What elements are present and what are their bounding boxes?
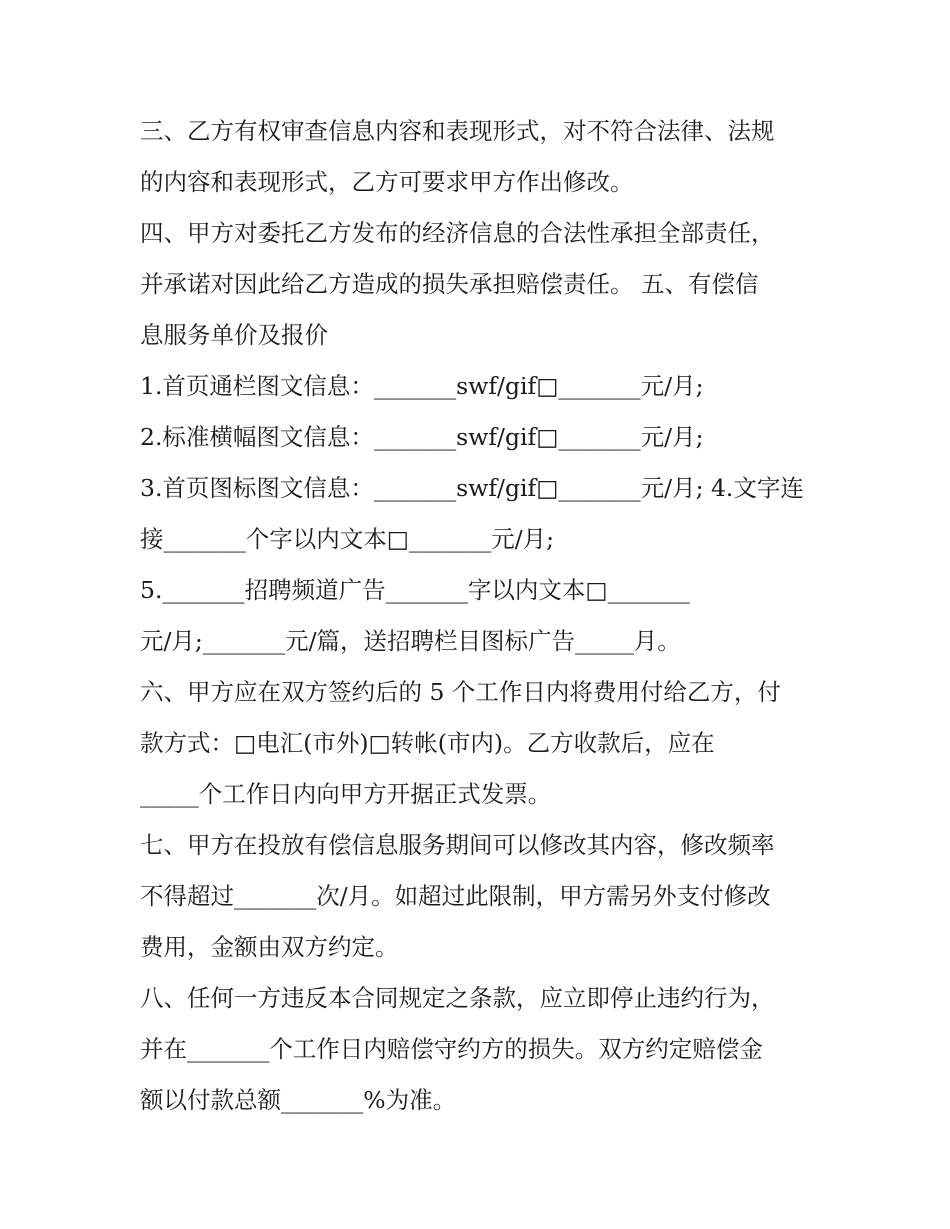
text-line: 不得超过_______次/月。如超过此限制，甲方需另外支付修改 xyxy=(140,882,771,910)
text-line: 七、甲方在投放有偿信息服务期间可以修改其内容，修改频率 xyxy=(140,831,775,859)
text-line: _____个工作日内向甲方开据正式发票。 xyxy=(140,780,552,808)
text-line: 1.首页通栏图文信息：_______swf/gif□_______元/月; xyxy=(140,372,704,400)
text-line: 的内容和表现形式，乙方可要求甲方作出修改。 xyxy=(140,168,634,196)
text-line: 接_______个字以内文本□_______元/月; xyxy=(140,525,555,553)
text-line: 5._______招聘频道广告_______字以内文本□_______ xyxy=(140,576,690,604)
contract-text xyxy=(140,106,820,1126)
text-line: 3.首页图标图文信息：_______swf/gif□_______元/月; 4.文字连 xyxy=(140,474,804,502)
text-line: 八、任何一方违反本合同规定之条款，应立即停止违约行为， xyxy=(140,984,775,1012)
text-line: 三、乙方有权审查信息内容和表现形式，对不符合法律、法规 xyxy=(140,117,775,145)
text-line: 额以付款总额_______%为准。 xyxy=(140,1086,457,1114)
text-line: 款方式：□电汇(市外)□转帐(市内)。乙方收款后，应在 xyxy=(140,729,715,757)
text-line: 息服务单价及报价 xyxy=(140,321,328,349)
text-line: 2.标准横幅图文信息：_______swf/gif□_______元/月; xyxy=(140,423,704,451)
text-line: 四、甲方对委托乙方发布的经济信息的合法性承担全部责任， xyxy=(140,219,775,247)
text-line: 六、甲方应在双方签约后的 5 个工作日内将费用付给乙方，付 xyxy=(140,678,781,706)
text-line: 并在_______个工作日内赔偿守约方的损失。双方约定赔偿金 xyxy=(140,1035,763,1063)
text-line: 并承诺对因此给乙方造成的损失承担赔偿责任。 五、有偿信 xyxy=(140,270,759,298)
text-line: 元/月;_______元/篇，送招聘栏目图标广告_____月。 xyxy=(140,627,681,655)
text-line: 费用，金额由双方约定。 xyxy=(140,933,399,961)
